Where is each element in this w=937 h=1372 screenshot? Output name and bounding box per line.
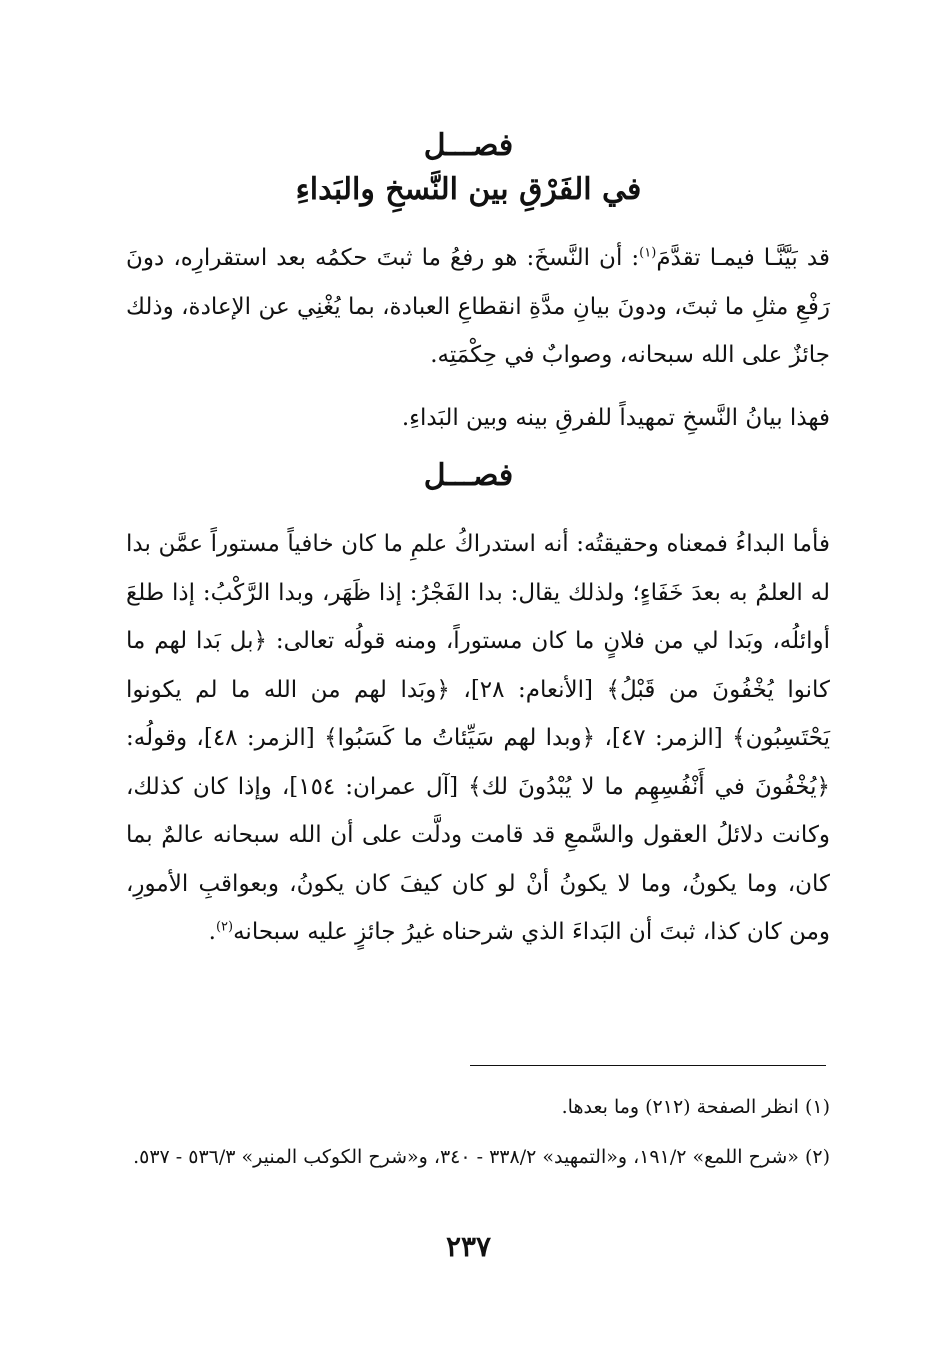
paragraph-3 bbox=[126, 520, 830, 957]
paragraph-1 bbox=[126, 234, 830, 380]
paragraph-3-body: فأما البداءُ فمعناه وحقيقتُه: أنه استدراكُ علمِ ما كان خافياً مستوراً عمَّن بدا له العلمُ به بعدَ خَفَاءٍ؛ ولذلك يقال: بدا الفَجْرُ: إذا ظَهَر، وبدا الرَّكْبُ: إذا طلعَ أوائلُه، وبَدا لي من فلانٍ ما كان مستوراً، ومنه قولُه تعالى: ﴿بل بَدا لهم ما كانوا يُخْفُونَ من قَبْلُ﴾ [الأنعام: ٢٨]، ﴿وبَدا لهم من الله ما لم يكونوا يَحْتَسِبُون﴾ [الزمر: ٤٧]، ﴿وبدا لهم سَيِّئاتُ ما كَسَبُوا﴾ [الزمر: ٤٨]، وقولُه: ﴿يُخْفُونَ في أَنْفُسِهِم ما لا يُبْدُونَ لك﴾ [آل عمران: ١٥٤]، وإذا كان كذلك، وكانت دلائلُ العقول والسَّمعِ قد قامت ودلَّت على أن الله سبحانه عالمٌ بما كان، وما يكونُ، وما لا يكونُ أنْ لو كان كيفَ كان يكونُ، وبعواقبِ الأمورِ، ومن كان كذا، ثبتَ أن البَداءَ الذي شرحناه غيرُ جائزٍ عليه سبحانه bbox=[126, 531, 831, 945]
paragraph-1-rest: : أن النَّسخَ: هو رفعُ ما ثبتَ حكمُه بعد استقرارِه، دونَ رَفْعِ مثلِ ما ثبتَ، ودونَ بيانِ مدَّةِ انقطاعِ العبادة، بما يُغْنِي عن الإعادة، وذلك جائزٌ على الله سبحانه، وصوابٌ في حِكْمَتِه. bbox=[126, 245, 830, 368]
footnote-ref-2: (٢) bbox=[215, 919, 234, 935]
paragraph-1-start: قد بَيَّنَّـا فيمـا تقدَّمَ bbox=[656, 245, 830, 271]
footnote-divider bbox=[470, 1065, 826, 1066]
section-heading: فصـــل bbox=[423, 128, 514, 163]
paragraph-2: فهذا بيانُ النَّسخِ تمهيداً للفرقِ بينه وبين البَداءِ. bbox=[401, 405, 830, 431]
subsection-heading: فصـــل bbox=[423, 458, 514, 493]
footnote-1: (١) انظر الصفحة (٢١٢) وما بعدها. bbox=[561, 1096, 830, 1118]
paragraph-3-end: . bbox=[208, 919, 216, 945]
section-title: في الفَرْقِ بين النَّسخِ والبَداءِ bbox=[295, 172, 642, 207]
page-number: ٢٣٧ bbox=[445, 1230, 492, 1263]
footnote-ref-1: (١) bbox=[639, 245, 657, 261]
footnote-2: (٢) «شرح اللمع» ١٩١/٢، و«التمهيد» ٣٣٨/٢ - ٣٤٠، و«شرح الكوكب المنير» ٥٣٦/٣ - ٥٣٧. bbox=[133, 1146, 830, 1168]
